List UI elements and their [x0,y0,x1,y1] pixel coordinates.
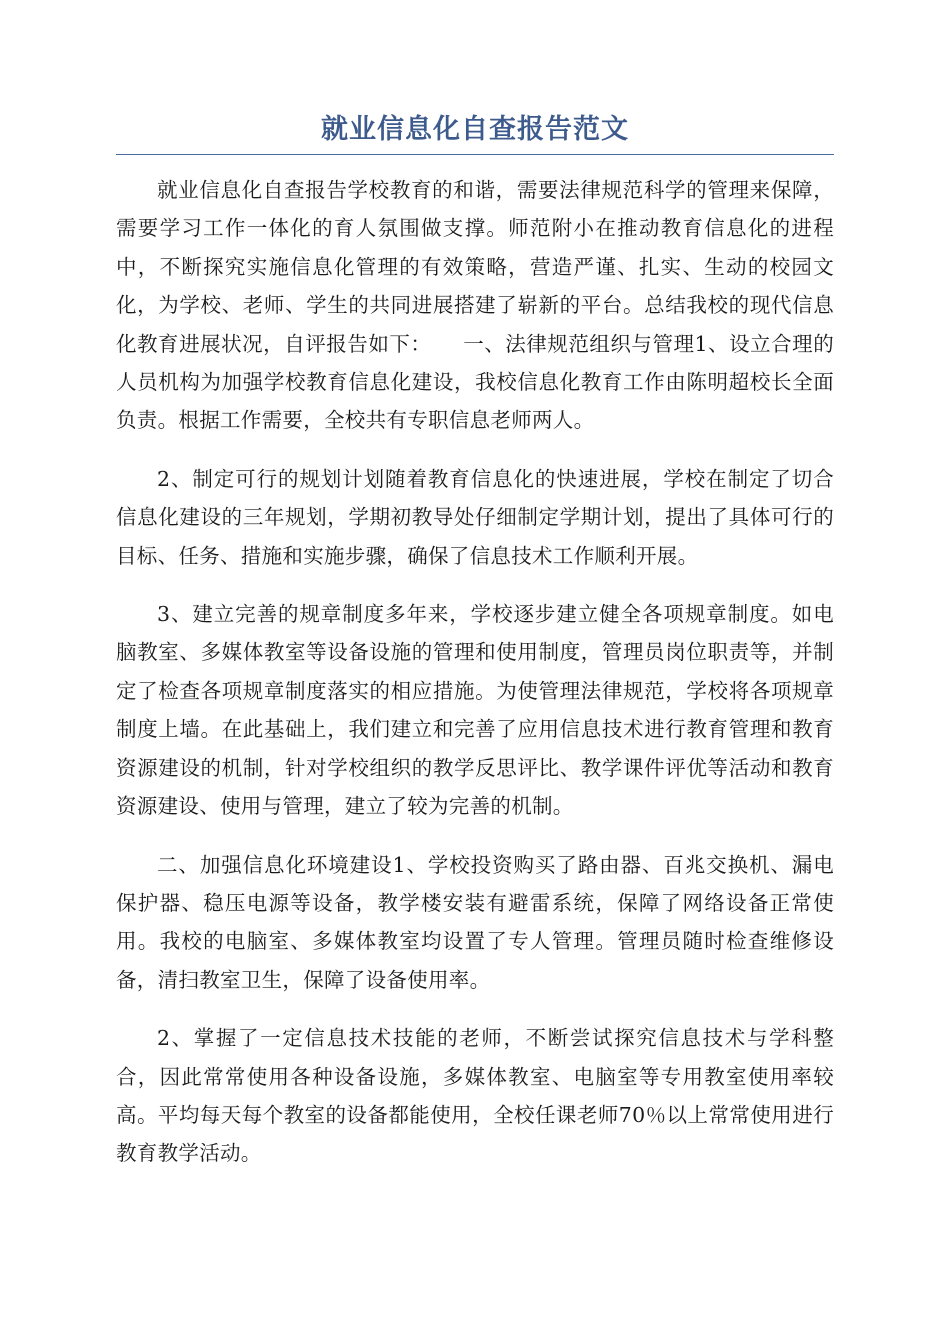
paragraph-3: 3、建立完善的规章制度多年来，学校逐步建立健全各项规章制度。如电脑教室、多媒体教室等设备设施的管理和使用制度，管理员岗位职责等，并制定了检查各项规章制度落实的相应措施。为使管理法律规范，学校将各项规章制度上墙。在此基础上，我们建立和完善了应用信息技术进行教育管理和教育资源建设的机制，针对学校组织的教学反思评比、教学课件评优等活动和教育资源建设、使用与管理，建立了较为完善的机制。 [116,602,834,819]
paragraph-5: 2、掌握了一定信息技术技能的老师，不断尝试探究信息技术与学科整合，因此常常使用各种设备设施，多媒体教室、电脑室等专用教室使用率较高。平均每天每个教室的设备都能使用，全校任课老师70％以上常常使用进行教育教学活动。 [116,1026,834,1166]
paragraph-4: 二、加强信息化环境建设1、学校投资购买了路由器、百兆交换机、漏电保护器、稳压电源等设备，教学楼安装有避雷系统，保障了网络设备正常使用。我校的电脑室、多媒体教室均设置了专人管理。管理员随时检查维修设备，清扫教室卫生，保障了设备使用率。 [116,852,834,992]
document-title: 就业信息化自查报告范文 [321,114,629,145]
document-page [116,110,834,1193]
paragraph-1: 就业信息化自查报告学校教育的和谐，需要法律规范科学的管理来保障，需要学习工作一体化的育人氛围做支撑。师范附小在推动教育信息化的进程中，不断探究实施信息化管理的有效策略，营造严谨、扎实、生动的校园文化，为学校、老师、学生的共同进展搭建了崭新的平台。总结我校的现代信息化教育进展状况，自评报告如下： 一、法律规范组织与管理1、设立合理的人员机构为加强学校教育信息化建设，我校信息化教育工作由陈明超校长全面负责。根据工作需要，全校共有专职信息老师两人。 [116,178,834,433]
title-underline [116,154,834,155]
paragraph-2: 2、制定可行的规划计划随着教育信息化的快速进展，学校在制定了切合信息化建设的三年规划，学期初教导处仔细制定学期计划，提出了具体可行的目标、任务、措施和实施步骤，确保了信息技术工作顺利开展。 [116,466,834,568]
